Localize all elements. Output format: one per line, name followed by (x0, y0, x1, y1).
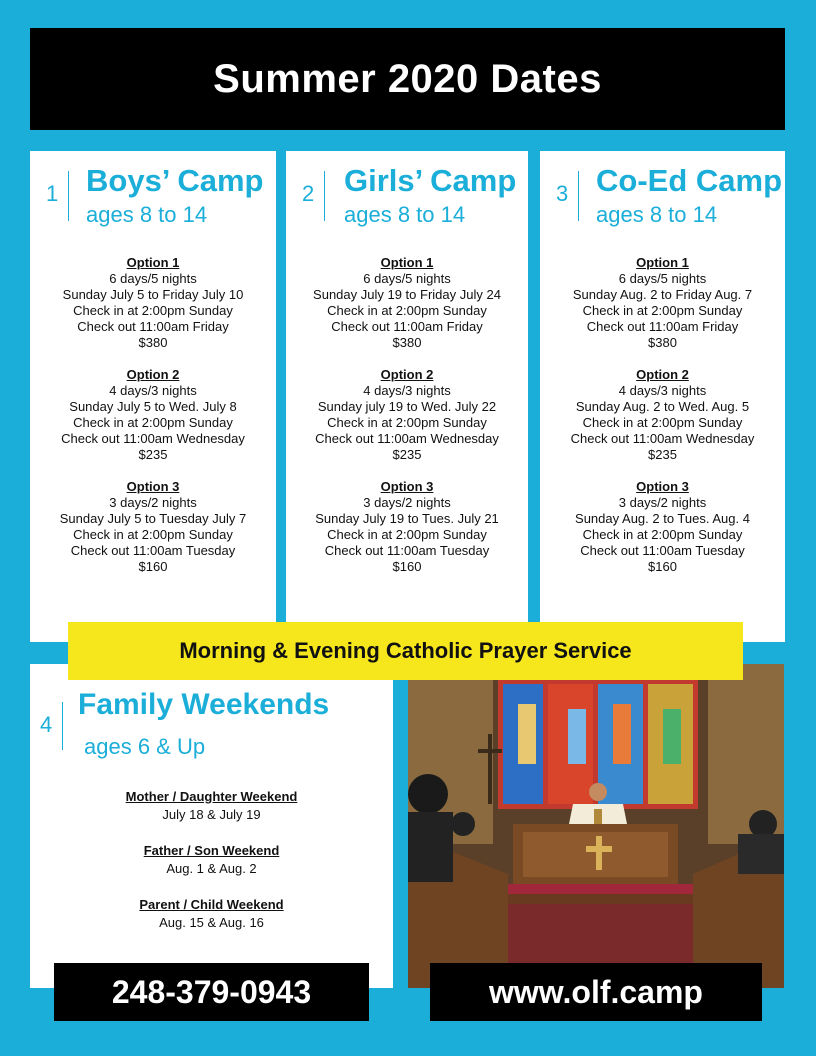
option-price: $235 (648, 447, 677, 462)
option-line: Check out 11:00am Wednesday (570, 431, 755, 446)
weekend-item (30, 788, 393, 824)
option-block (30, 479, 276, 575)
divider (68, 171, 69, 221)
weekend-title: Father / Son Weekend (143, 843, 280, 858)
option-line: Check out 11:00am Wednesday (315, 431, 499, 446)
option-price: $380 (392, 335, 422, 350)
option-line: Check in at 2:00pm Sunday (73, 415, 233, 430)
chapel-photo (408, 664, 784, 988)
option-title: Option 3 (380, 479, 434, 494)
weekend-title: Parent / Child Weekend (139, 897, 284, 912)
option-line: Check in at 2:00pm Sunday (582, 527, 743, 542)
option-price: $160 (648, 559, 677, 574)
option-block (286, 367, 528, 463)
option-title: Option 3 (126, 479, 180, 494)
camp-number: 2 (302, 181, 315, 206)
camp-card-girls (286, 151, 528, 642)
camp-card-coed (540, 151, 785, 642)
divider (62, 702, 63, 750)
divider (578, 171, 579, 221)
chapel-illustration (408, 664, 784, 988)
family-title: Family Weekends (78, 688, 330, 721)
camp-ages: ages 8 to 14 (596, 202, 718, 227)
option-line: Sunday July 19 to Friday July 24 (313, 287, 501, 302)
weekend-item (30, 842, 393, 878)
option-line: Check out 11:00am Friday (77, 319, 229, 334)
weekend-list (30, 788, 393, 950)
option-title: Option 2 (380, 367, 434, 382)
camp-title: Co-Ed Camp (596, 163, 782, 198)
option-title: Option 2 (126, 367, 180, 382)
weekend-dates: July 18 & July 19 (162, 807, 261, 822)
option-line: 4 days/3 nights (109, 383, 197, 398)
option-title: Option 1 (126, 255, 180, 270)
weekend-dates: Aug. 1 & Aug. 2 (166, 861, 257, 876)
option-line: Sunday Aug. 2 to Tues. Aug. 4 (575, 511, 750, 526)
option-line: Check out 11:00am Tuesday (324, 543, 490, 558)
option-line: 3 days/2 nights (618, 495, 707, 510)
weekend-dates: Aug. 15 & Aug. 16 (159, 915, 264, 930)
option-line: Check out 11:00am Tuesday (70, 543, 236, 558)
option-line: Check out 11:00am Friday (331, 319, 483, 334)
option-line: Check in at 2:00pm Sunday (327, 415, 487, 430)
camp-ages: ages 8 to 14 (86, 202, 208, 227)
option-block (540, 255, 785, 351)
option-price: $380 (648, 335, 677, 350)
website-link[interactable]: www.olf.camp (430, 963, 762, 1021)
phone-number[interactable]: 248-379-0943 (54, 963, 369, 1021)
option-line: 6 days/5 nights (109, 271, 197, 286)
option-line: 4 days/3 nights (363, 383, 451, 398)
option-line: Sunday July 5 to Wed. July 8 (69, 399, 237, 414)
option-price: $235 (392, 447, 422, 462)
option-block (286, 479, 528, 575)
option-line: 4 days/3 nights (618, 383, 707, 398)
option-line: Sunday Aug. 2 to Wed. Aug. 5 (575, 399, 750, 414)
camp-title: Girls’ Camp (344, 163, 517, 198)
option-line: 3 days/2 nights (363, 495, 451, 510)
option-line: Sunday July 5 to Tuesday July 7 (59, 511, 247, 526)
option-line: Check in at 2:00pm Sunday (73, 303, 233, 318)
option-line: Check in at 2:00pm Sunday (327, 527, 487, 542)
option-price: $380 (138, 335, 168, 350)
weekend-item (30, 896, 393, 932)
option-line: 3 days/2 nights (109, 495, 197, 510)
option-line: Check in at 2:00pm Sunday (327, 303, 487, 318)
option-block (30, 367, 276, 463)
option-title: Option 2 (636, 367, 689, 382)
camp-number: 3 (556, 181, 569, 206)
camp-card-boys (30, 151, 276, 642)
camp-options (540, 255, 785, 591)
option-price: $160 (392, 559, 422, 574)
option-line: Check in at 2:00pm Sunday (582, 415, 743, 430)
option-line: Check in at 2:00pm Sunday (582, 303, 743, 318)
camp-title: Boys’ Camp (86, 163, 264, 198)
camp-options (286, 255, 528, 591)
camp-options (30, 255, 276, 591)
option-line: Check out 11:00am Friday (586, 319, 739, 334)
weekend-title: Mother / Daughter Weekend (125, 789, 298, 804)
option-line: Check out 11:00am Tuesday (580, 543, 745, 558)
option-price: $235 (138, 447, 168, 462)
family-ages: ages 6 & Up (84, 734, 206, 759)
option-block (286, 255, 528, 351)
option-block (540, 367, 785, 463)
family-weekends-card (30, 664, 393, 988)
option-line: Sunday Aug. 2 to Friday Aug. 7 (572, 287, 753, 302)
option-price: $160 (138, 559, 168, 574)
option-line: Sunday July 5 to Friday July 10 (62, 287, 244, 302)
prayer-service-banner: Morning & Evening Catholic Prayer Service (68, 622, 743, 680)
option-line: 6 days/5 nights (618, 271, 707, 286)
option-line: Check out 11:00am Wednesday (61, 431, 245, 446)
camp-number: 4 (40, 712, 53, 737)
option-line: Sunday July 19 to Tues. July 21 (315, 511, 499, 526)
camp-number: 1 (46, 181, 59, 206)
option-line: Check in at 2:00pm Sunday (73, 527, 233, 542)
option-title: Option 1 (636, 255, 689, 270)
option-title: Option 3 (636, 479, 689, 494)
divider (324, 171, 325, 221)
option-title: Option 1 (380, 255, 434, 270)
page-title: Summer 2020 Dates (30, 28, 785, 130)
option-line: 6 days/5 nights (363, 271, 451, 286)
option-block (540, 479, 785, 575)
camp-ages: ages 8 to 14 (344, 202, 466, 227)
option-line: Sunday july 19 to Wed. July 22 (317, 399, 497, 414)
option-block (30, 255, 276, 351)
